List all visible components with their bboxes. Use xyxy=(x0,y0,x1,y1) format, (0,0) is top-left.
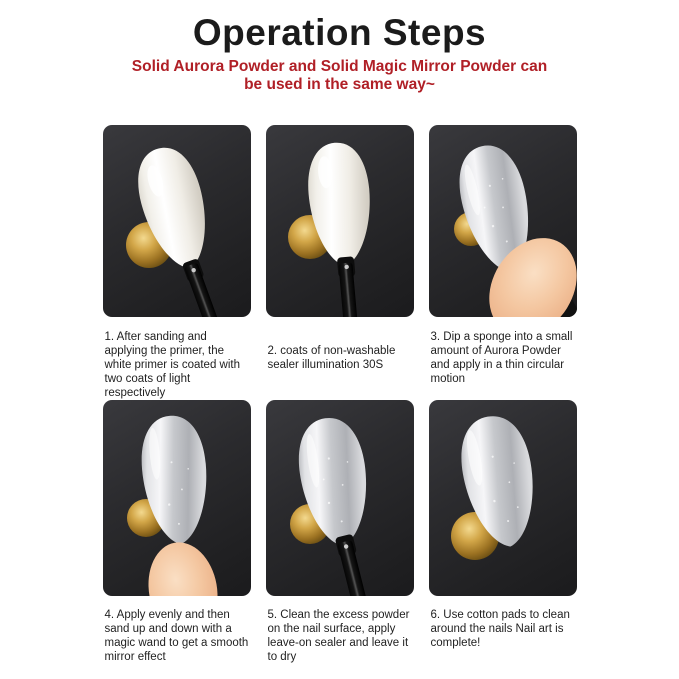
white-nail-wand-tilted-illustration xyxy=(103,125,251,317)
step-2-photo xyxy=(266,125,414,317)
powder-sponge-icon xyxy=(141,537,225,596)
step-4-caption: 4. Apply evenly and then sand up and down with a magic wand to get a smooth mirror effect xyxy=(104,609,249,663)
subtitle xyxy=(0,58,679,94)
header xyxy=(0,0,679,125)
subtitle-line-2: be used in the same way~ xyxy=(244,75,435,93)
page-title: Operation Steps xyxy=(192,12,487,53)
step-6-caption: 6. Use cotton pads to clean around the nails Nail art is complete! xyxy=(430,609,570,649)
finished-silver-nail-illustration xyxy=(429,400,577,596)
wand-handle-icon xyxy=(336,256,360,317)
subtitle-line-1: Solid Aurora Powder and Solid Magic Mirror Powder can xyxy=(131,57,548,75)
step-5-photo xyxy=(266,400,414,596)
wand-handle-icon xyxy=(181,258,226,317)
step-6-photo xyxy=(429,400,577,596)
step-1-caption: 1. After sanding and applying the primer, the white primer is coated with two coats of light respectively xyxy=(104,331,240,399)
wand-handle-icon xyxy=(334,534,371,596)
step-3-photo xyxy=(429,125,577,317)
step-3-caption: 3. Dip a sponge into a small amount of Aurora Powder and apply in a thin circular motion xyxy=(430,331,573,385)
step-1-photo xyxy=(103,125,251,317)
white-nail-wand-vertical-illustration xyxy=(266,125,414,317)
step-2-caption: 2. coats of non-washable sealer illumination 30S xyxy=(267,345,396,371)
silver-nail-sponge-illustration xyxy=(429,125,577,317)
silver-nail-wand-illustration xyxy=(266,400,414,596)
steps-grid xyxy=(103,125,577,664)
step-4-photo xyxy=(103,400,251,596)
silver-nail-sponge-below-illustration xyxy=(103,400,251,596)
step-5-caption: 5. Clean the excess powder on the nail surface, apply leave-on sealer and leave it to dry xyxy=(267,609,410,663)
